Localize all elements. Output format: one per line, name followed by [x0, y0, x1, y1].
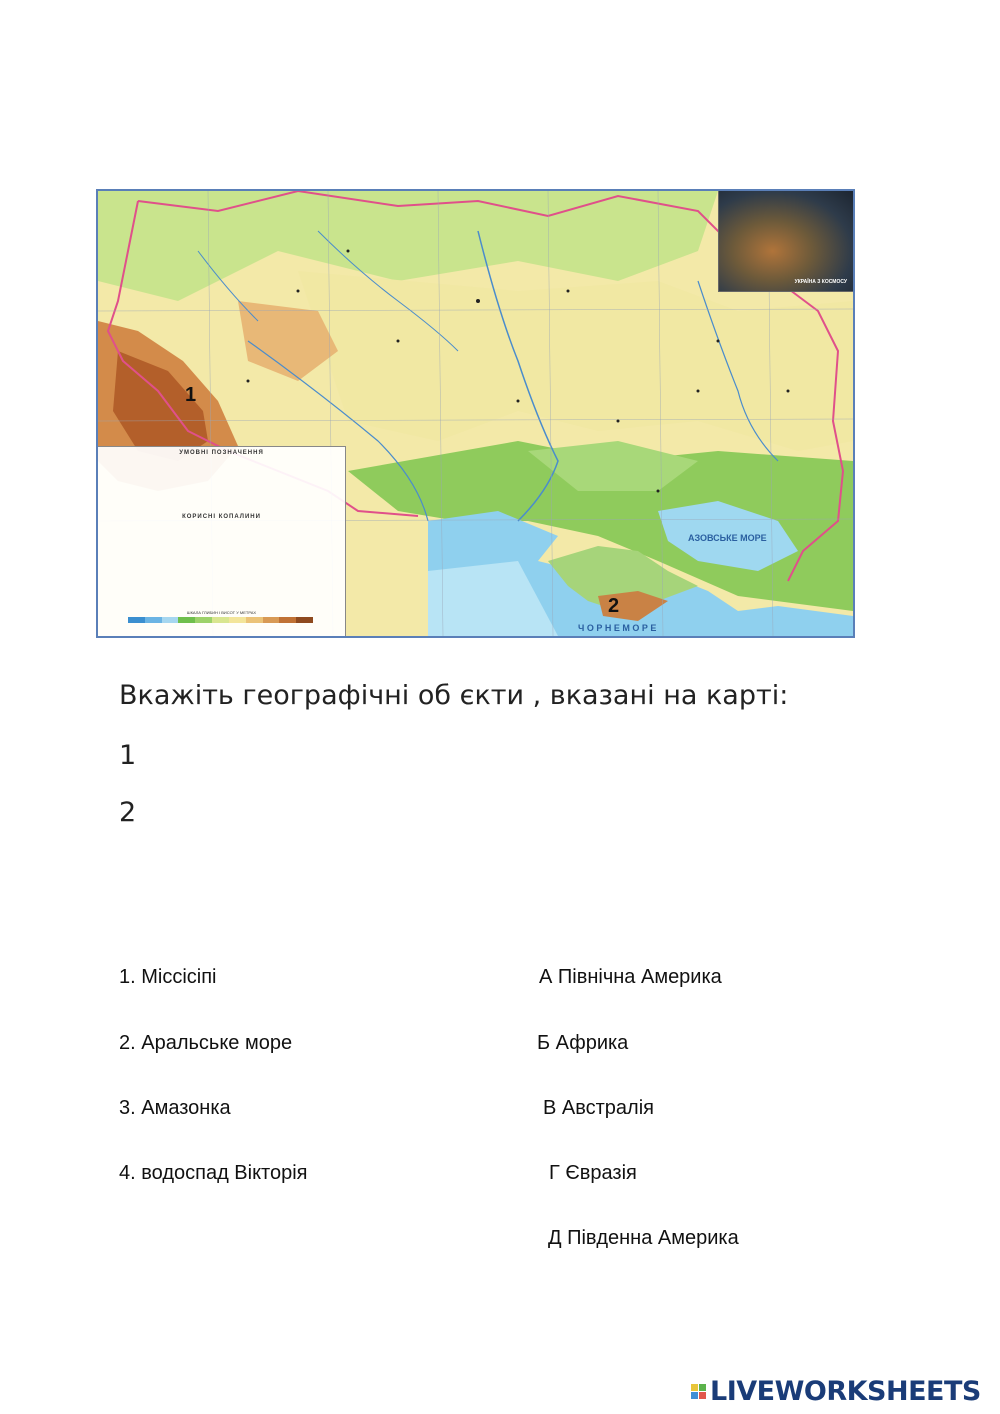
match-left-item-1: 1. Міссісіпі [119, 966, 217, 988]
space-inset-image [718, 191, 853, 292]
liveworksheets-logo[interactable] [691, 1376, 981, 1406]
logo-mark-icon [691, 1384, 706, 1399]
question-prompt: Вкажіть географічні об єкти , вказані на карті: [119, 680, 789, 711]
match-left-item-2: 2. Аральське море [119, 1032, 293, 1054]
legend-color-scale [128, 617, 313, 623]
match-right-item-d: Г Євразія [549, 1162, 637, 1184]
match-right-item-b: Б Африка [537, 1032, 629, 1054]
sea-label-azov: АЗОВСЬКЕ МОРЕ [688, 533, 767, 543]
map-marker-1: 1 [185, 384, 197, 406]
match-right-item-c: В Австралія [543, 1097, 654, 1119]
answer-label-1: 1 [119, 740, 137, 771]
answer-label-2: 2 [119, 797, 137, 828]
map-legend [98, 446, 346, 637]
match-left-item-3: 3. Амазонка [119, 1097, 231, 1119]
space-inset-label: УКРАЇНА З КОСМОСУ [794, 279, 847, 285]
match-right-item-e: Д Південна Америка [548, 1227, 739, 1249]
sea-label-black: Ч О Р Н Е М О Р Е [578, 623, 657, 633]
legend-title: УМОВНІ ПОЗНАЧЕННЯ [179, 450, 264, 456]
map-marker-2: 2 [608, 595, 620, 617]
match-right-item-a: А Північна Америка [539, 966, 722, 988]
match-left-item-4: 4. водоспад Вікторія [119, 1162, 308, 1184]
physical-map-ukraine [96, 189, 855, 638]
legend-minerals-title: КОРИСНІ КОПАЛИНИ [182, 514, 261, 520]
logo-text: LIVEWORKSHEETS [710, 1375, 981, 1407]
legend-scale-title: ШКАЛА ГЛИБИН І ВИСОТ У МЕТРАХ [186, 610, 257, 615]
